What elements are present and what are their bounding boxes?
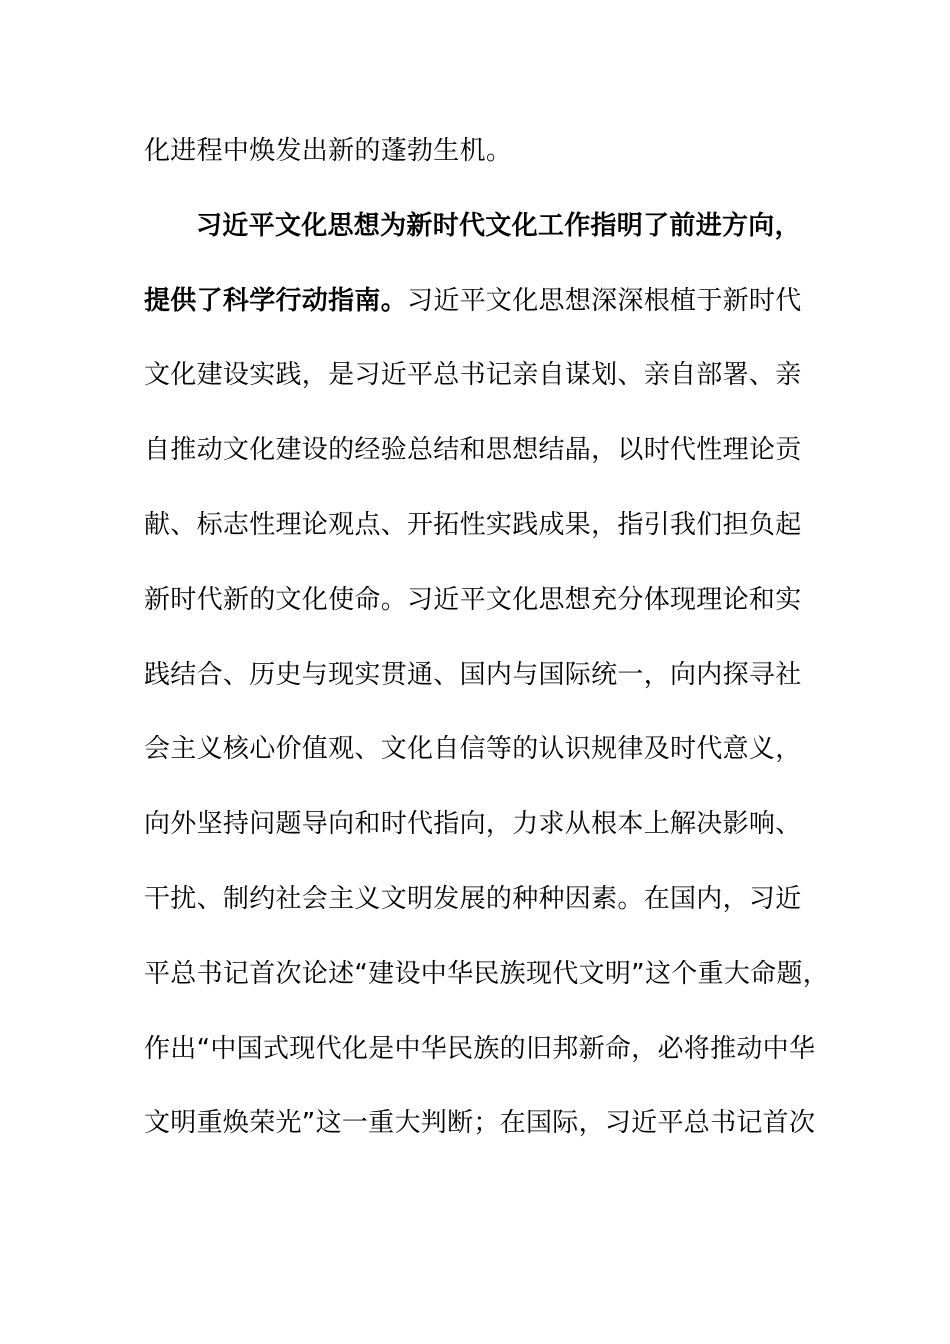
paragraph-2-line-4: 自推动文化建设的经验总结和思想结晶，以时代性理论贡 — [144, 435, 802, 466]
paragraph-2-line-6: 新时代新的文化使命。习近平文化思想充分体现理论和实 — [144, 584, 802, 615]
paragraph-2-line-12: 作出“中国式现代化是中华民族的旧邦新命，必将推动中华 — [144, 1033, 816, 1064]
document-body — [144, 128, 830, 1175]
paragraph-2-line-9: 向外坚持问题导向和时代指向，力求从根本上解决影响、 — [144, 809, 802, 840]
paragraph-2-line-5: 献、标志性理论观点、开拓性实践成果，指引我们担负起 — [144, 509, 802, 540]
paragraph-2-heading-line-1: 习近平文化思想为新时代文化工作指明了前进方向， — [196, 210, 801, 241]
paragraph-2-line-11: 平总书记首次论述“建设中华民族现代文明”这个重大命题， — [144, 958, 830, 989]
paragraph-1-line-1: 化进程中焕发出新的蓬勃生机。 — [144, 136, 513, 166]
paragraph-2-line-3: 文化建设实践，是习近平总书记亲自谋划、亲自部署、亲 — [144, 360, 802, 391]
paragraph-2-line-8: 会主义核心价值观、文化自信等的认识规律及时代意义， — [144, 734, 802, 765]
paragraph-2-line-2-rest: 习近平文化思想深深根植于新时代 — [407, 285, 802, 316]
paragraph-2-line-10: 干扰、制约社会主义文明发展的种种因素。在国内，习近 — [144, 883, 802, 914]
paragraph-2-line-2 — [144, 278, 824, 353]
paragraph-2-line-13: 文明重焕荣光”这一重大判断；在国际，习近平总书记首次 — [144, 1108, 816, 1139]
paragraph-2-heading-tail: 提供了科学行动指南。 — [144, 285, 408, 316]
paragraph-2-line-7: 践结合、历史与现实贯通、国内与国际统一，向内探寻社 — [144, 659, 802, 690]
